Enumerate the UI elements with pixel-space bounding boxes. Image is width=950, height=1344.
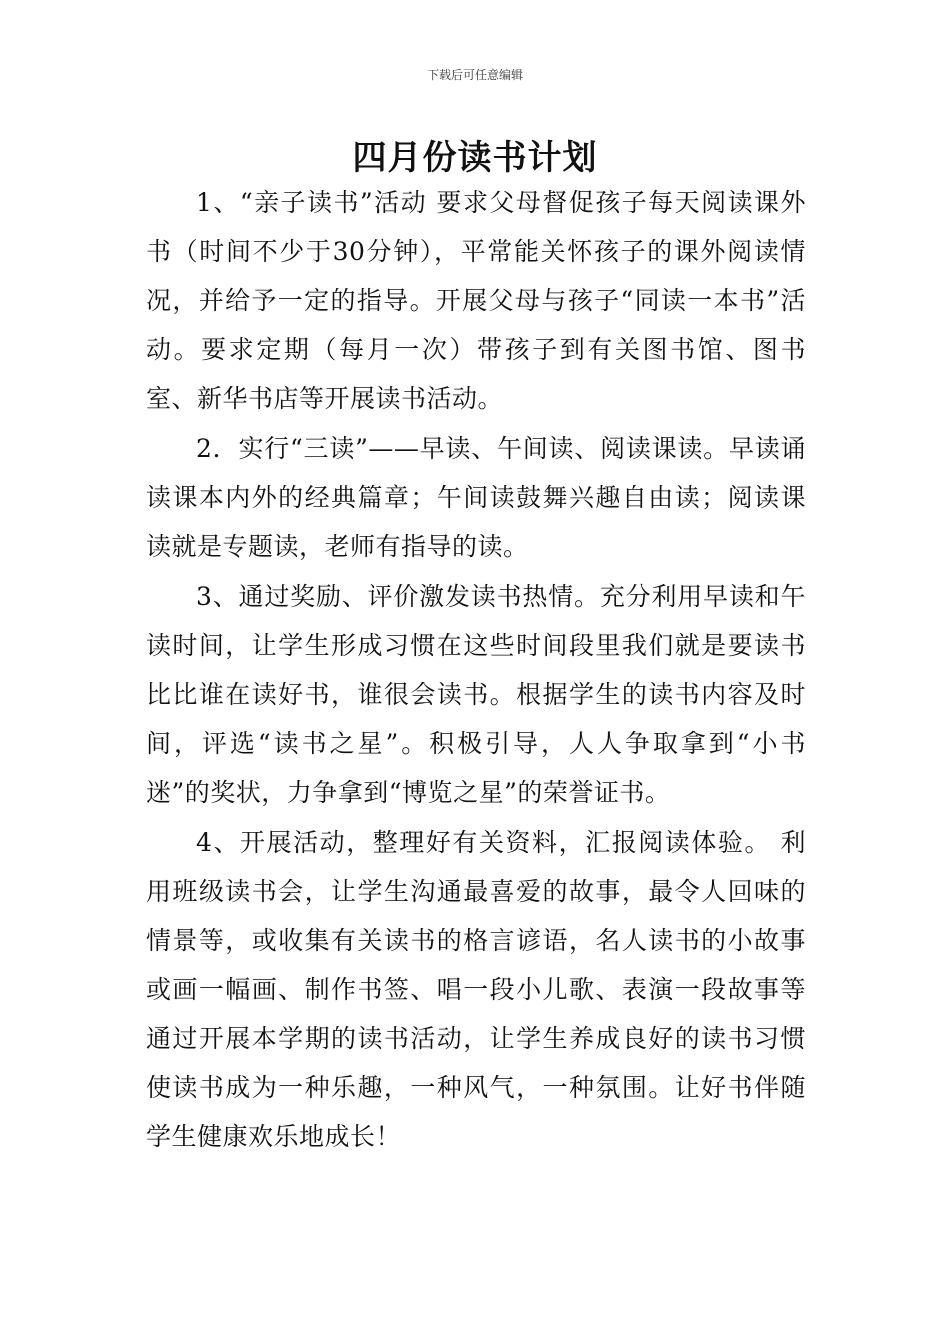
document-body — [146, 178, 806, 1161]
header-note: 下载后可任意编辑 — [426, 68, 523, 82]
paragraph-4: 4、开展活动，整理好有关资料，汇报阅读体验。 利用班级读书会，让学生沟通最喜爱的故事，最令人回味的情景等，或收集有关读书的格言谚语，名人读书的小故事或画一幅画、制作书签、唱一段小儿歌、表演一段故事等通过开展本学期的读书活动，让学生养成良好的读书习惯使读书成为一种乐趣，一种风气，一种氛围。让好书伴随学生健康欢乐地成长！ — [146, 828, 806, 1151]
paragraph-1: 1、“亲子读书”活动 要求父母督促孩子每天阅读课外书（时间不少于30分钟），平常能关怀孩子的课外阅读情况，并给予一定的指导。开展父母与孩子“同读一本书”活动。要求定期（每月一次）带孩子到有关图书馆、图书室、新华书店等开展读书活动。 — [146, 188, 806, 413]
paragraph-3: 3、通过奖励、评价激发读书热情。充分利用早读和午读时间，让学生形成习惯在这些时间段里我们就是要读书比比谁在读好书，谁很会读书。根据学生的读书内容及时间，评选“读书之星”。积极引导，人人争取拿到“小书迷”的奖状，力争拿到“博览之星”的荣誉证书。 — [146, 582, 806, 807]
paragraph-2: 2．实行“三读”——早读、午间读、阅读课读。早读诵读课本内外的经典篇章；午间读鼓舞兴趣自由读；阅读课读就是专题读，老师有指导的读。 — [146, 434, 806, 561]
page-title: 四月份读书计划 — [352, 138, 598, 178]
